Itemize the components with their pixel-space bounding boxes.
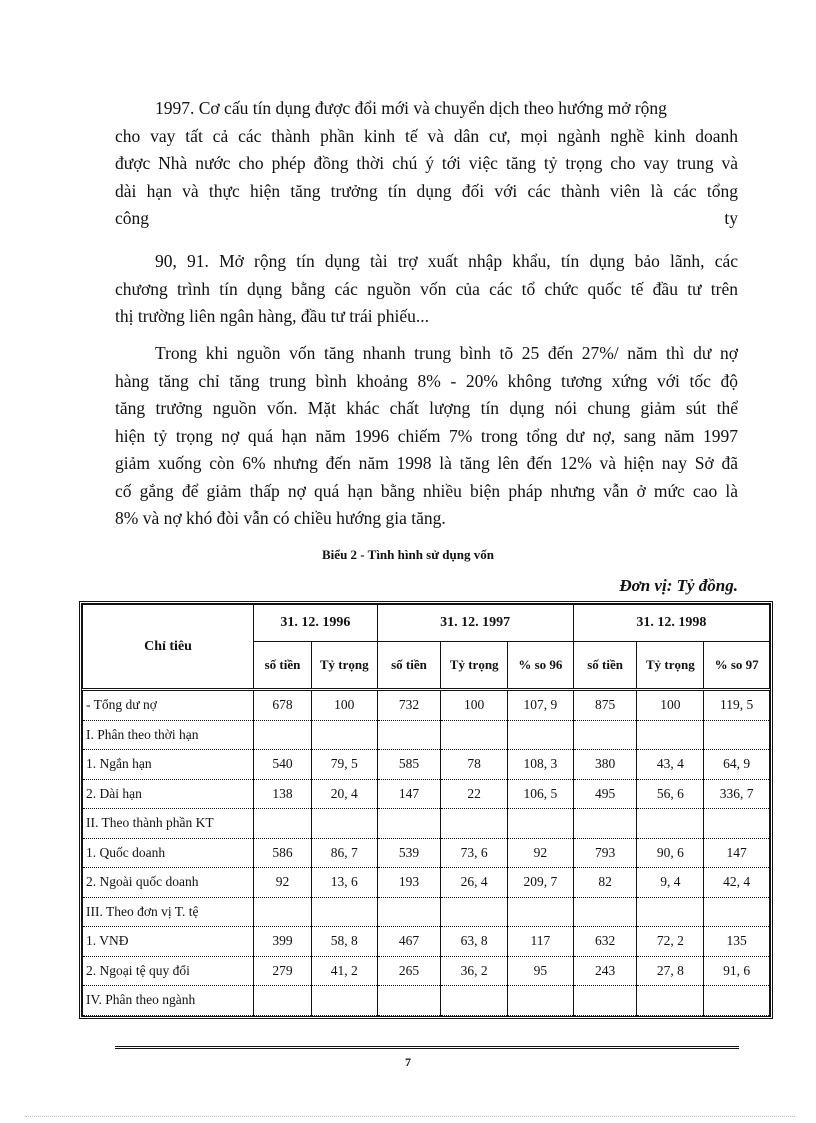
table-row: [83, 779, 770, 809]
paragraph-1: [115, 95, 738, 233]
table-cell: [573, 986, 637, 1016]
table-cell: 135: [704, 927, 770, 957]
table-cell: 27, 8: [637, 956, 704, 986]
table-cell: [254, 720, 312, 750]
table-cell: 117: [508, 927, 574, 957]
table-cell: [508, 720, 574, 750]
table-cell: 209, 7: [508, 868, 574, 898]
table-row: [83, 720, 770, 750]
text-line: cố gắng để giảm thấp nợ quá hạn bằng nhiều biện pháp nhưng vẫn ở mức cao là: [115, 480, 738, 501]
table-cell: [704, 809, 770, 839]
text-line: hàng tăng chỉ tăng trung bình khoảng 8% - 20% không tương xứng với tốc độ: [115, 370, 738, 391]
subheader-so-tien: số tiền: [254, 642, 312, 690]
table-cell: 495: [573, 779, 637, 809]
footer-rule: [115, 1046, 739, 1049]
table-cell: 41, 2: [311, 956, 377, 986]
table-cell: 36, 2: [441, 956, 508, 986]
table-cell: 58, 8: [311, 927, 377, 957]
table-cell: 13, 6: [311, 868, 377, 898]
table-cell: 100: [637, 690, 704, 721]
table-cell: 43, 4: [637, 750, 704, 780]
table-cell: 585: [377, 750, 441, 780]
table-cell: [441, 897, 508, 927]
row-label: 2. Dài hạn: [83, 779, 254, 809]
table-cell: 72, 2: [637, 927, 704, 957]
table-caption: Biểu 2 - Tình hình sử dụng vốn: [322, 547, 494, 562]
table-cell: [377, 720, 441, 750]
table-row: [83, 838, 770, 868]
table-cell: [254, 897, 312, 927]
table-cell: 90, 6: [637, 838, 704, 868]
subheader-pct-97: % so 97: [704, 642, 770, 690]
table-cell: 26, 4: [441, 868, 508, 898]
row-label: 1. Ngắn hạn: [83, 750, 254, 780]
table-cell: 20, 4: [311, 779, 377, 809]
row-label: II. Theo thành phần KT: [83, 809, 254, 839]
table-cell: 108, 3: [508, 750, 574, 780]
table-cell: 63, 8: [441, 927, 508, 957]
table-cell: 79, 5: [311, 750, 377, 780]
row-label: 1. Quốc doanh: [83, 838, 254, 868]
table-cell: 64, 9: [704, 750, 770, 780]
table-cell: 793: [573, 838, 637, 868]
table-cell: 82: [573, 868, 637, 898]
table-body: [83, 690, 770, 1016]
text-line: Trong khi nguồn vốn tăng nhanh trung bình tõ 25 đến 27%/ năm thì dư nợ: [155, 343, 738, 363]
table-cell: 732: [377, 690, 441, 721]
table-cell: 875: [573, 690, 637, 721]
table-cell: 91, 6: [704, 956, 770, 986]
table-cell: 399: [254, 927, 312, 957]
table-cell: [508, 897, 574, 927]
table-cell: 100: [441, 690, 508, 721]
table-cell: 100: [311, 690, 377, 721]
row-label: 2. Ngoại tệ quy đổi: [83, 956, 254, 986]
text-line: chương trình tín dụng bằng các nguồn vốn của các tổ chức quốc tế đầu tư trên: [115, 278, 738, 299]
table-cell: 95: [508, 956, 574, 986]
table-cell: [637, 986, 704, 1016]
table-cell: [637, 809, 704, 839]
table-row: [83, 868, 770, 898]
text-line: thị trường liên ngân hàng, đầu tư trái phiếu...: [115, 306, 429, 326]
row-label: 2. Ngoài quốc doanh: [83, 868, 254, 898]
table-cell: 92: [508, 838, 574, 868]
text-line: 1997. Cơ cấu tín dụng được đổi mới và chuyển dịch theo hướng mở rộng: [155, 98, 667, 118]
text-line: giảm xuống còn 6% nhưng đến năm 1998 là tăng lên đến 12% và hiện nay Sở đã: [115, 453, 738, 473]
paragraph-3: [115, 340, 738, 533]
table-row: [83, 809, 770, 839]
table-cell: [508, 986, 574, 1016]
subheader-so-tien: số tiền: [573, 642, 637, 690]
table-cell: 540: [254, 750, 312, 780]
table-cell: [637, 897, 704, 927]
table-cell: 138: [254, 779, 312, 809]
subheader-ty-trong: Tỷ trọng: [311, 642, 377, 690]
header-year-1996: 31. 12. 1996: [254, 605, 378, 642]
table-cell: 243: [573, 956, 637, 986]
header-chi-tieu: Chỉ tiêu: [83, 605, 254, 690]
table-cell: [704, 897, 770, 927]
table-cell: [441, 809, 508, 839]
table-row: [83, 927, 770, 957]
row-label: - Tổng dư nợ: [83, 690, 254, 721]
row-label: 1. VNĐ: [83, 927, 254, 957]
table-cell: [441, 720, 508, 750]
table-cell: 336, 7: [704, 779, 770, 809]
text-line: hiện tỷ trọng nợ quá hạn năm 1996 chiếm 7% trong tổng dư nợ, sang năm 1997: [115, 425, 738, 446]
table-cell: 78: [441, 750, 508, 780]
table-cell: 586: [254, 838, 312, 868]
table-cell: 9, 4: [637, 868, 704, 898]
header-year-1998: 31. 12. 1998: [573, 605, 769, 642]
table-row: [83, 956, 770, 986]
table-cell: 42, 4: [704, 868, 770, 898]
table-cell: 279: [254, 956, 312, 986]
capital-usage-table: [79, 601, 773, 1019]
table-cell: [311, 809, 377, 839]
table-cell: 380: [573, 750, 637, 780]
table-cell: [573, 720, 637, 750]
table-cell: 467: [377, 927, 441, 957]
text-line: được Nhà nước cho phép đồng thời chú ý tới việc tăng tỷ trọng cho vay trung và: [115, 153, 738, 173]
table-cell: 632: [573, 927, 637, 957]
table-cell: [573, 809, 637, 839]
subheader-so-tien: số tiền: [377, 642, 441, 690]
header-year-1997: 31. 12. 1997: [377, 605, 573, 642]
paragraph-2: [115, 248, 738, 331]
table-cell: 193: [377, 868, 441, 898]
subheader-ty-trong: Tỷ trọng: [637, 642, 704, 690]
text-line: cho vay tất cả các thành phần kinh tế và dân cư, mọi ngành nghề kinh doanh: [115, 125, 738, 146]
table-row: [83, 750, 770, 780]
table-cell: [441, 986, 508, 1016]
page-number: 7: [405, 1055, 411, 1069]
table-cell: 119, 5: [704, 690, 770, 721]
table-cell: [311, 986, 377, 1016]
table-cell: [573, 897, 637, 927]
table-cell: 56, 6: [637, 779, 704, 809]
text-line: 8% và nợ khó đòi vẫn có chiều hướng gia tăng.: [115, 508, 446, 528]
page-bottom-divider: [25, 1116, 795, 1117]
table-cell: 265: [377, 956, 441, 986]
table-cell: 147: [377, 779, 441, 809]
row-label: I. Phân theo thời hạn: [83, 720, 254, 750]
table-cell: [704, 720, 770, 750]
table-row: [83, 897, 770, 927]
unit-label: Đơn vị: Tỷ đồng.: [619, 576, 738, 595]
text-line: dài hạn và thực hiện tăng trưởng tín dụng đối với các thành viên là các tổng: [115, 180, 738, 201]
table-cell: [311, 897, 377, 927]
table-cell: 86, 7: [311, 838, 377, 868]
table-cell: 92: [254, 868, 312, 898]
table-cell: [254, 809, 312, 839]
row-label: III. Theo đơn vị T. tệ: [83, 897, 254, 927]
table-cell: 678: [254, 690, 312, 721]
subheader-pct-96: % so 96: [508, 642, 574, 690]
subheader-ty-trong: Tỷ trọng: [441, 642, 508, 690]
table-cell: [637, 720, 704, 750]
text-line: 90, 91. Mở rộng tín dụng tài trợ xuất nhập khẩu, tín dụng bảo lãnh, các: [155, 251, 738, 271]
table-row: [83, 986, 770, 1016]
text-line: công ty: [115, 208, 738, 228]
table-cell: 107, 9: [508, 690, 574, 721]
table-cell: [311, 720, 377, 750]
table-cell: 22: [441, 779, 508, 809]
table-cell: 147: [704, 838, 770, 868]
text-line: tăng trưởng nguồn vốn. Mặt khác chất lượng tín dụng nói chung giảm sút thể: [115, 398, 738, 418]
row-label: IV. Phân theo ngành: [83, 986, 254, 1016]
table-cell: 73, 6: [441, 838, 508, 868]
table-cell: [254, 986, 312, 1016]
table-cell: [508, 809, 574, 839]
table-cell: [704, 986, 770, 1016]
table-cell: 539: [377, 838, 441, 868]
table-cell: [377, 809, 441, 839]
table-cell: [377, 897, 441, 927]
table-cell: [377, 986, 441, 1016]
table-row: [83, 690, 770, 721]
table-cell: 106, 5: [508, 779, 574, 809]
